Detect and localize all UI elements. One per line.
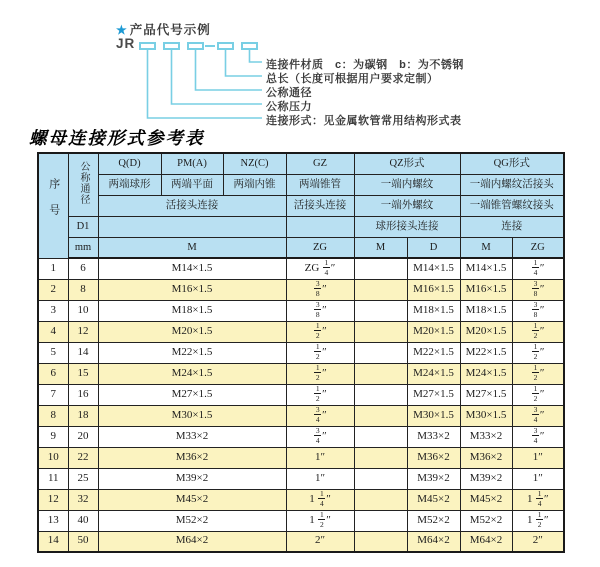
header-gz: GZ (286, 153, 354, 174)
callout-material: 连接件材质 c：为碳钢 b：为不锈钢 (266, 59, 464, 71)
cell-qg_zg: 2″ (512, 531, 564, 552)
cell-seq: 12 (38, 489, 68, 510)
table-header (38, 153, 564, 258)
cell-seq: 4 (38, 321, 68, 342)
table-row (38, 510, 564, 531)
cell-qg_zg: $\frac{3}{4}$ ″ (512, 405, 564, 426)
header-seq: 序号 (38, 153, 68, 258)
cell-qg_zg: $\frac{1}{2}$ ″ (512, 342, 564, 363)
cell-qz_d: M20×1.5 (407, 321, 460, 342)
cell-m: M16×1.5 (98, 279, 286, 300)
header-qz-external: 一端外螺纹 (354, 195, 460, 216)
header-qg-taper: 一端锥管螺纹接头 (460, 195, 564, 216)
header-qz-d: D (407, 237, 460, 258)
table-row (38, 363, 564, 384)
cell-qz_m (354, 426, 407, 447)
header-qg: QG形式 (460, 153, 564, 174)
cell-gz: ZG $\frac{1}{4}$ ″ (286, 258, 354, 279)
cell-seq: 1 (38, 258, 68, 279)
cell-qz_d: M18×1.5 (407, 300, 460, 321)
header-qg-connect: 连接 (460, 216, 564, 237)
cell-qg_m: M39×2 (460, 468, 512, 489)
table-row (38, 300, 564, 321)
product-code-prefix: JR (116, 36, 136, 51)
cell-gz: 1 $\frac{1}{2}$ ″ (286, 510, 354, 531)
cell-seq: 6 (38, 363, 68, 384)
cell-qz_m (354, 300, 407, 321)
code-box-2 (163, 42, 180, 50)
cell-qg_m: M22×1.5 (460, 342, 512, 363)
cell-qg_m: M16×1.5 (460, 279, 512, 300)
cell-gz: $\frac{1}{2}$ ″ (286, 363, 354, 384)
star-icon: ★ (116, 23, 128, 37)
cell-dn: 14 (68, 342, 98, 363)
cell-gz: 2″ (286, 531, 354, 552)
cell-m: M39×2 (98, 468, 286, 489)
cell-dn: 40 (68, 510, 98, 531)
header-qg-sub: 一端内螺纹活接头 (460, 174, 564, 195)
callout-total-length: 总长（长度可根据用户要求定制） (266, 73, 439, 85)
cell-qz_m (354, 321, 407, 342)
cell-gz: $\frac{1}{2}$ ″ (286, 321, 354, 342)
code-box-1 (139, 42, 156, 50)
cell-qg_m: M36×2 (460, 447, 512, 468)
cell-qg_zg: $\frac{1}{4}$ ″ (512, 258, 564, 279)
cell-qz_d: M16×1.5 (407, 279, 460, 300)
cell-m: M33×2 (98, 426, 286, 447)
nut-connection-reference-table (37, 152, 565, 553)
cell-dn: 22 (68, 447, 98, 468)
cell-seq: 3 (38, 300, 68, 321)
cell-qg_zg: $\frac{1}{2}$ ″ (512, 363, 564, 384)
cell-qg_m: M24×1.5 (460, 363, 512, 384)
cell-m: M52×2 (98, 510, 286, 531)
header-gz-union: 活接头连接 (286, 195, 354, 216)
cell-dn: 8 (68, 279, 98, 300)
table-row (38, 405, 564, 426)
cell-m: M64×2 (98, 531, 286, 552)
cell-gz: $\frac{3}{8}$ ″ (286, 279, 354, 300)
cell-m: M45×2 (98, 489, 286, 510)
cell-qz_d: M27×1.5 (407, 384, 460, 405)
cell-m: M36×2 (98, 447, 286, 468)
table-title: 螺母连接形式参考表 (29, 128, 205, 148)
cell-gz: $\frac{1}{2}$ ″ (286, 342, 354, 363)
cell-qz_m (354, 363, 407, 384)
callout-nominal-pressure: 公称压力 (266, 101, 312, 113)
cell-qg_zg: 1″ (512, 468, 564, 489)
table-row (38, 279, 564, 300)
product-code-heading-label: 产品代号示例 (129, 23, 211, 37)
cell-seq: 10 (38, 447, 68, 468)
cell-dn: 10 (68, 300, 98, 321)
cell-qg_m: M52×2 (460, 510, 512, 531)
table-row (38, 258, 564, 279)
cell-qg_zg: $\frac{1}{2}$ ″ (512, 321, 564, 342)
cell-qg_zg: 1 $\frac{1}{2}$ ″ (512, 510, 564, 531)
cell-gz: $\frac{1}{2}$ ″ (286, 384, 354, 405)
cell-qg_zg: 1″ (512, 447, 564, 468)
header-left-union: 活接头连接 (98, 195, 286, 216)
cell-qz_d: M22×1.5 (407, 342, 460, 363)
cell-m: M20×1.5 (98, 321, 286, 342)
table-row (38, 384, 564, 405)
cell-m: M30×1.5 (98, 405, 286, 426)
header-qg-m: M (460, 237, 512, 258)
cell-seq: 7 (38, 384, 68, 405)
code-dash (205, 45, 215, 47)
cell-qg_m: M30×1.5 (460, 405, 512, 426)
cell-qg_m: M27×1.5 (460, 384, 512, 405)
header-gz-empty (286, 216, 354, 237)
cell-gz: 1 $\frac{1}{4}$ ″ (286, 489, 354, 510)
cell-qz_m (354, 468, 407, 489)
code-box-4 (217, 42, 234, 50)
cell-qz_d: M36×2 (407, 447, 460, 468)
cell-qz_m (354, 405, 407, 426)
cell-qg_m: M33×2 (460, 426, 512, 447)
cell-seq: 14 (38, 531, 68, 552)
cell-qz_m (354, 384, 407, 405)
cell-dn: 16 (68, 384, 98, 405)
cell-qg_zg: $\frac{3}{4}$ ″ (512, 426, 564, 447)
table-row (38, 426, 564, 447)
header-mm: mm (68, 237, 98, 258)
header-left-m: M (98, 237, 286, 258)
cell-qz_d: M14×1.5 (407, 258, 460, 279)
cell-seq: 5 (38, 342, 68, 363)
cell-dn: 25 (68, 468, 98, 489)
cell-dn: 12 (68, 321, 98, 342)
cell-qg_m: M14×1.5 (460, 258, 512, 279)
cell-gz: 1″ (286, 447, 354, 468)
cell-m: M18×1.5 (98, 300, 286, 321)
cell-m: M22×1.5 (98, 342, 286, 363)
cell-qg_m: M45×2 (460, 489, 512, 510)
header-qz-ball-joint: 球形接头连接 (354, 216, 460, 237)
cell-qg_zg: $\frac{3}{8}$ ″ (512, 300, 564, 321)
cell-qz_m (354, 510, 407, 531)
table-row (38, 468, 564, 489)
cell-qz_d: M33×2 (407, 426, 460, 447)
cell-m: M27×1.5 (98, 384, 286, 405)
cell-qg_zg: $\frac{3}{8}$ ″ (512, 279, 564, 300)
cell-m: M14×1.5 (98, 258, 286, 279)
cell-qz_d: M24×1.5 (407, 363, 460, 384)
cell-qz_d: M30×1.5 (407, 405, 460, 426)
header-gz-zg: ZG (286, 237, 354, 258)
code-box-5 (241, 42, 258, 50)
cell-dn: 20 (68, 426, 98, 447)
cell-qz_m (354, 279, 407, 300)
header-qz-m: M (354, 237, 407, 258)
cell-gz: $\frac{3}{4}$ ″ (286, 405, 354, 426)
cell-qz_m (354, 342, 407, 363)
cell-seq: 11 (38, 468, 68, 489)
cell-dn: 32 (68, 489, 98, 510)
cell-m: M24×1.5 (98, 363, 286, 384)
cell-seq: 8 (38, 405, 68, 426)
cell-seq: 2 (38, 279, 68, 300)
code-box-3 (187, 42, 204, 50)
cell-seq: 13 (38, 510, 68, 531)
cell-qz_d: M52×2 (407, 510, 460, 531)
cell-qg_m: M64×2 (460, 531, 512, 552)
cell-dn: 50 (68, 531, 98, 552)
cell-gz: $\frac{3}{8}$ ″ (286, 300, 354, 321)
cell-dn: 15 (68, 363, 98, 384)
cell-qz_d: M64×2 (407, 531, 460, 552)
cell-qg_zg: 1 $\frac{1}{4}$ ″ (512, 489, 564, 510)
cell-gz: $\frac{3}{4}$ ″ (286, 426, 354, 447)
cell-qg_zg: $\frac{1}{2}$ ″ (512, 384, 564, 405)
cell-gz: 1″ (286, 468, 354, 489)
header-d1: D1 (68, 216, 98, 237)
cell-dn: 18 (68, 405, 98, 426)
header-q-sub: 两端球形 (98, 174, 161, 195)
cell-qz_m (354, 531, 407, 552)
table-row (38, 321, 564, 342)
header-pm-sub: 两端平面 (161, 174, 223, 195)
table-row (38, 531, 564, 552)
table-body (38, 258, 564, 552)
header-qg-zg: ZG (512, 237, 564, 258)
header-nz-sub: 两端内锥 (223, 174, 286, 195)
cell-qz_d: M45×2 (407, 489, 460, 510)
callout-connection-form: 连接形式：见金属软管常用结构形式表 (266, 115, 462, 127)
cell-qg_m: M20×1.5 (460, 321, 512, 342)
header-nz: NZ(C) (223, 153, 286, 174)
cell-qg_m: M18×1.5 (460, 300, 512, 321)
header-qz: QZ形式 (354, 153, 460, 174)
cell-qz_d: M39×2 (407, 468, 460, 489)
callout-nominal-diameter: 公称通径 (266, 87, 312, 99)
cell-qz_m (354, 258, 407, 279)
header-q: Q(D) (98, 153, 161, 174)
header-left-empty (98, 216, 286, 237)
header-pm: PM(A) (161, 153, 223, 174)
table-row (38, 447, 564, 468)
cell-seq: 9 (38, 426, 68, 447)
header-nominal-diameter: 公称通径 (68, 153, 98, 216)
table-row (38, 489, 564, 510)
cell-qz_m (354, 447, 407, 468)
cell-dn: 6 (68, 258, 98, 279)
table-row (38, 342, 564, 363)
header-qz-sub: 一端内螺纹 (354, 174, 460, 195)
header-gz-sub: 两端锥管 (286, 174, 354, 195)
cell-qz_m (354, 489, 407, 510)
